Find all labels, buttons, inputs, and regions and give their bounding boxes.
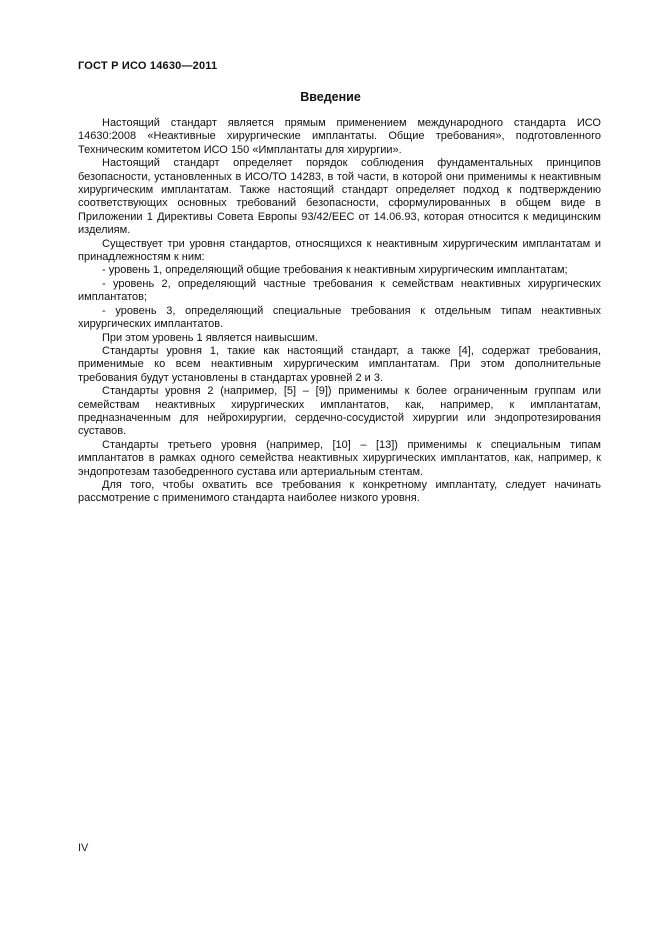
paragraph: Настоящий стандарт определяет порядок соблюдения фундаментальных принципов безопасности, установленных в ИСО/ТО 14283, в той части, в которой они применимы к неактивным хирургическим имплантатам. Также настоящий стандарт определяет подход к подтверждению соответствующих основных требований безопасности, сформулированных в общем виде в Приложении 1 Директивы Совета Европы 93/42/EEC от 14.06.93, которая относится к медицинским изделиям.: [78, 157, 601, 237]
paragraph: Для того, чтобы охватить все требования к конкретному имплантату, следует начинать рассмотрение с применимого стандарта наиболее низкого уровня.: [78, 478, 601, 505]
paragraph: При этом уровень 1 является наивысшим.: [102, 331, 319, 344]
paragraph-list-item: - уровень 3, определяющий специальные требования к отдельным типам неактивных хирургических имплантатов.: [78, 304, 601, 331]
document-header: ГОСТ Р ИСО 14630—2011: [78, 60, 218, 72]
document-body: [78, 117, 601, 506]
page-title: Введение: [300, 90, 361, 104]
paragraph-list-item: - уровень 1, определяющий общие требования к неактивным хирургическим имплантатам;: [102, 264, 568, 277]
paragraph: Настоящий стандарт является прямым применением международного стандарта ИСО 14630:2008 «Неактивные хирургические имплантаты. Общие требования», подготовленного Техническим комитетом ИСО 150 «Имплантаты для хирургии».: [78, 117, 601, 156]
page-number: IV: [78, 842, 89, 854]
paragraph: Стандарты уровня 2 (например, [5] – [9]) применимы к более ограниченным группам или семействам неактивных хирургических имплантатов, как, например, к имплантатам, предназначенным для нейрохирургии, сердечно-сосудистой хирургии или эндопротезирования суставов.: [78, 385, 601, 438]
paragraph: Стандарты третьего уровня (например, [10] – [13]) применимы к специальным типам имплантатов в рамках одного семейства неактивных хирургических имплантатов, как, например, к эндопротезам тазобедренного сустава или артериальным стентам.: [78, 438, 601, 478]
paragraph: Существует три уровня стандартов, относящихся к неактивным хирургическим имплантатам и принадлежностям к ним:: [78, 237, 601, 264]
paragraph: Стандарты уровня 1, такие как настоящий стандарт, а также [4], содержат требования, применимые ко всем неактивным хирургическим имплантатам. При этом дополнительные требования будут установлены в стандартах уровней 2 и 3.: [78, 344, 601, 384]
paragraph-list-item: - уровень 2, определяющий частные требования к семействам неактивных хирургических имплантатов;: [78, 277, 601, 304]
